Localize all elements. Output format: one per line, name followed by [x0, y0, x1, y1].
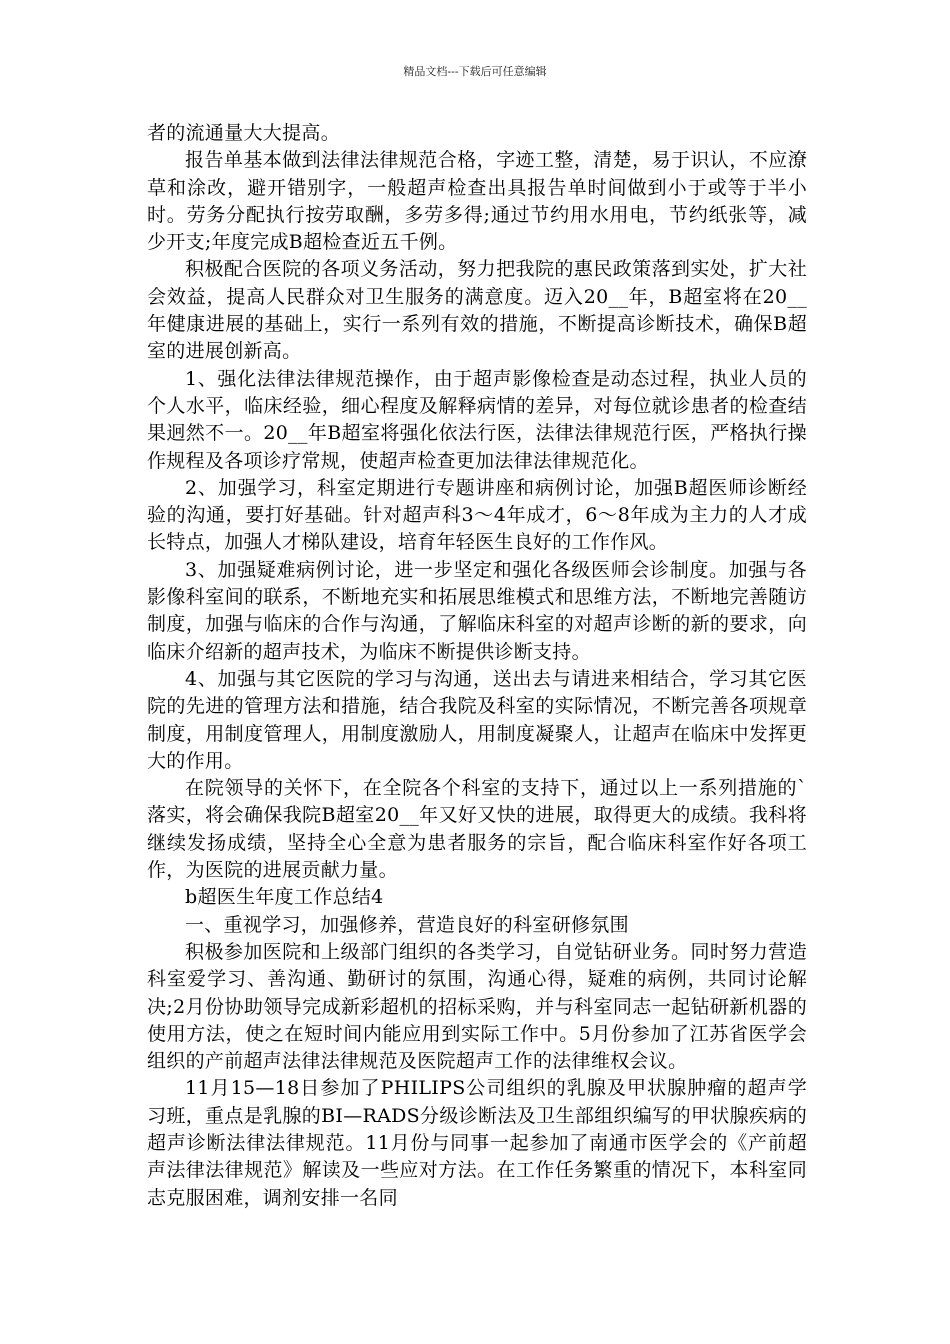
paragraph-study: 积极参加医院和上级部门组织的各类学习，自觉钻研业务。同时努力营造科室爱学习、善沟通、勤研讨的氛围，沟通心得，疑难的病例，共同讨论解决;2月份协助领导完成新彩超机的招标采购，并与科室同志一起钻研新机器的使用方法，使之在短时间内能应用到实际工作中。5月份参加了江苏省医学会组织的产前超声法律法律规范及医院超声工作的法律维权会议。	[147, 940, 807, 1073]
paragraph-measure-3: 3、加强疑难病例讨论，进一步坚定和强化各级医师会诊制度。加强与各影像科室间的联系，不断地充实和拓展思维模式和思维方法，不断地完善随访制度，加强与临床的合作与沟通，了解临床科室的对超声诊断的新的要求，向临床介绍新的超声技术，为临床不断提供诊断支持。	[147, 558, 807, 663]
section-title: b超医生年度工作总结4	[185, 886, 384, 909]
paragraph-conclusion: 在院领导的关怀下，在全院各个科室的支持下，通过以上一系列措施的`落实，将会确保我院B超室20__年又好又快的进展，取得更大的成绩。我科将继续发扬成绩，坚持全心全意为患者服务的宗旨，配合临床科室作好各项工作，为医院的进展贡献力量。	[147, 777, 807, 882]
paragraph-report-standards: 报告单基本做到法律法律规范合格，字迹工整，清楚，易于识认，不应潦草和涂改，避开错别字，一般超声检查出具报告单时间做到小于或等于半小时。劳务分配执行按劳取酬，多劳多得;通过节约用水用电，节约纸张等，减少开支;年度完成B超检查近五千例。	[147, 149, 807, 254]
paragraph-training: 11月15—18日参加了PHILIPS公司组织的乳腺及甲状腺肿瘤的超声学习班，重点是乳腺的BI—RADS分级诊断法及卫生部组织编写的甲状腺疾病的超声诊断法律法律规范。11月份与同事一起参加了南通市医学会的《产前超声法律法律规范》解读及一些应对方法。在工作任务繁重的情况下，本科室同志克服困难，调剂安排一名同	[147, 1077, 807, 1209]
page-header: 精品文档---下载后可任意编辑	[403, 65, 547, 78]
paragraph-measure-1: 1、强化法律法律规范操作，由于超声影像检查是动态过程，执业人员的个人水平，临床经验，细心程度及解释病情的差异，对每位就诊患者的检查结果迥然不一。20__年B超室将强化依法行医，法律法律规范行医，严格执行操作规程及各项诊疗常规，使超声检查更加法律法律规范化。	[147, 367, 807, 472]
paragraph-measure-2: 2、加强学习，科室定期进行专题讲座和病例讨论，加强B超医师诊断经验的沟通，要打好基础。针对超声科3～4年成才，6～8年成为主力的人才成长特点，加强人才梯队建设，培育年轻医生良好的工作作风。	[147, 476, 807, 554]
paragraph-hospital-activities: 积极配合医院的各项义务活动，努力把我院的惠民政策落到实处，扩大社会效益，提高人民群众对卫生服务的满意度。迈入20__年，B超室将在20__年健康进展的基础上，实行一系列有效的措施，不断提高诊断技术，确保B超室的进展创新高。	[147, 258, 807, 363]
section-heading-1: 一、重视学习，加强修养，营造良好的科室研修氛围	[185, 913, 629, 936]
paragraph-continuation: 者的流通量大大提高。	[147, 122, 341, 144]
document-body	[147, 120, 807, 1212]
paragraph-measure-4: 4、加强与其它医院的学习与沟通，送出去与请进来相结合，学习其它医院的先进的管理方法和措施，结合我院及科室的实际情况，不断完善各项规章制度，用制度管理人，用制度激励人，用制度凝聚人，让超声在临床中发挥更大的作用。	[147, 667, 807, 772]
